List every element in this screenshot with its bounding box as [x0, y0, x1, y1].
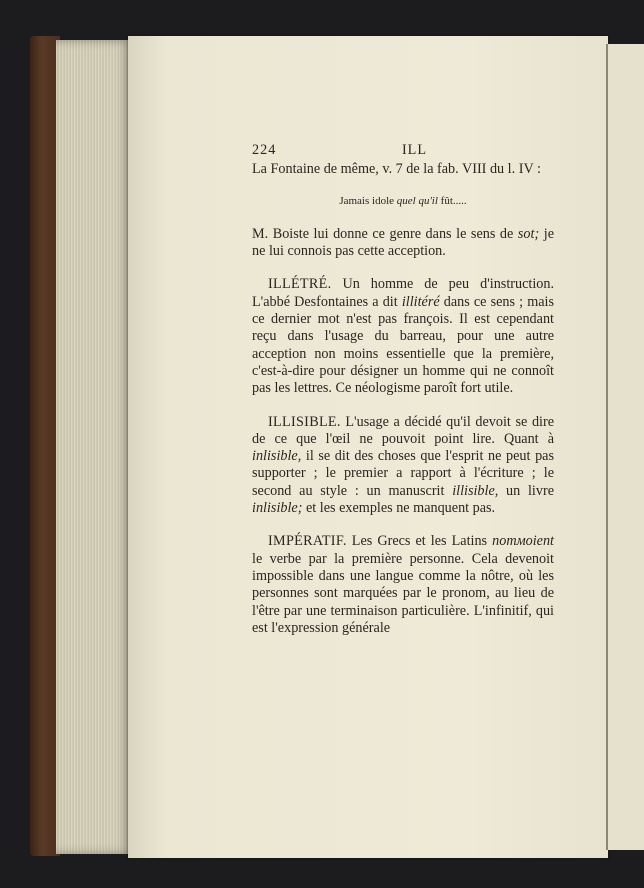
page-text [252, 142, 554, 637]
entry-term: ILLISIBLE. [268, 413, 341, 430]
entry-term: ILLÉTRÉ. [268, 276, 332, 293]
quotation: Jamais idole quel qu'il fût..... [339, 194, 467, 207]
entry-illisible: ILLISIBLE. L'usage a décidé qu'il devoit se dire de ce que l'œil ne pouvoit point lire. Quant à inlisible, il se dit des choses que l'esprit ne peut pas supporter ; le premier a rapport à l'écriture ; le second au style : un manuscrit illisible, un livre inlisible; et les exemples ne manquent pas. [252, 413, 554, 517]
entry-imperatif: IMPÉRATIF. Les Grecs et les Latins nomмoient le verbe par la première personne. Cela devenoit impossible dans une langue comme la nôtre, où les personnes sont marquées par le pronom, au lieu de l'être par une terminaison particulière. L'infinitif, qui est l'expression générale [252, 533, 554, 636]
paragraph-boiste: M. Boiste lui donne ce genre dans le sens de sot; je ne lui connois pas cette acception. [252, 225, 554, 260]
entry-illetre: ILLÉTRÉ. Un homme de peu d'instruction. L'abbé Desfontaines a dit illitéré dans ce sens ; mais ce dernier mot n'est pas françois. Il est cependant reçu dans l'usage du barreau, pour une autre acception non moins essentielle que la première, c'est-à-dire pour désigner un homme qui ne connoît pas les lettres. Ce néologisme paroît fort utile. [252, 276, 554, 397]
paragraph-intro: La Fontaine de même, v. 7 de la fab. VIII du l. IV : [252, 161, 541, 178]
page-number: 224 [252, 142, 277, 158]
running-header [252, 142, 427, 159]
running-head: ILL [401, 142, 427, 158]
facing-page-edge [606, 44, 644, 850]
page-edges [56, 40, 132, 854]
entry-term: IMPÉRATIF. [268, 533, 347, 550]
